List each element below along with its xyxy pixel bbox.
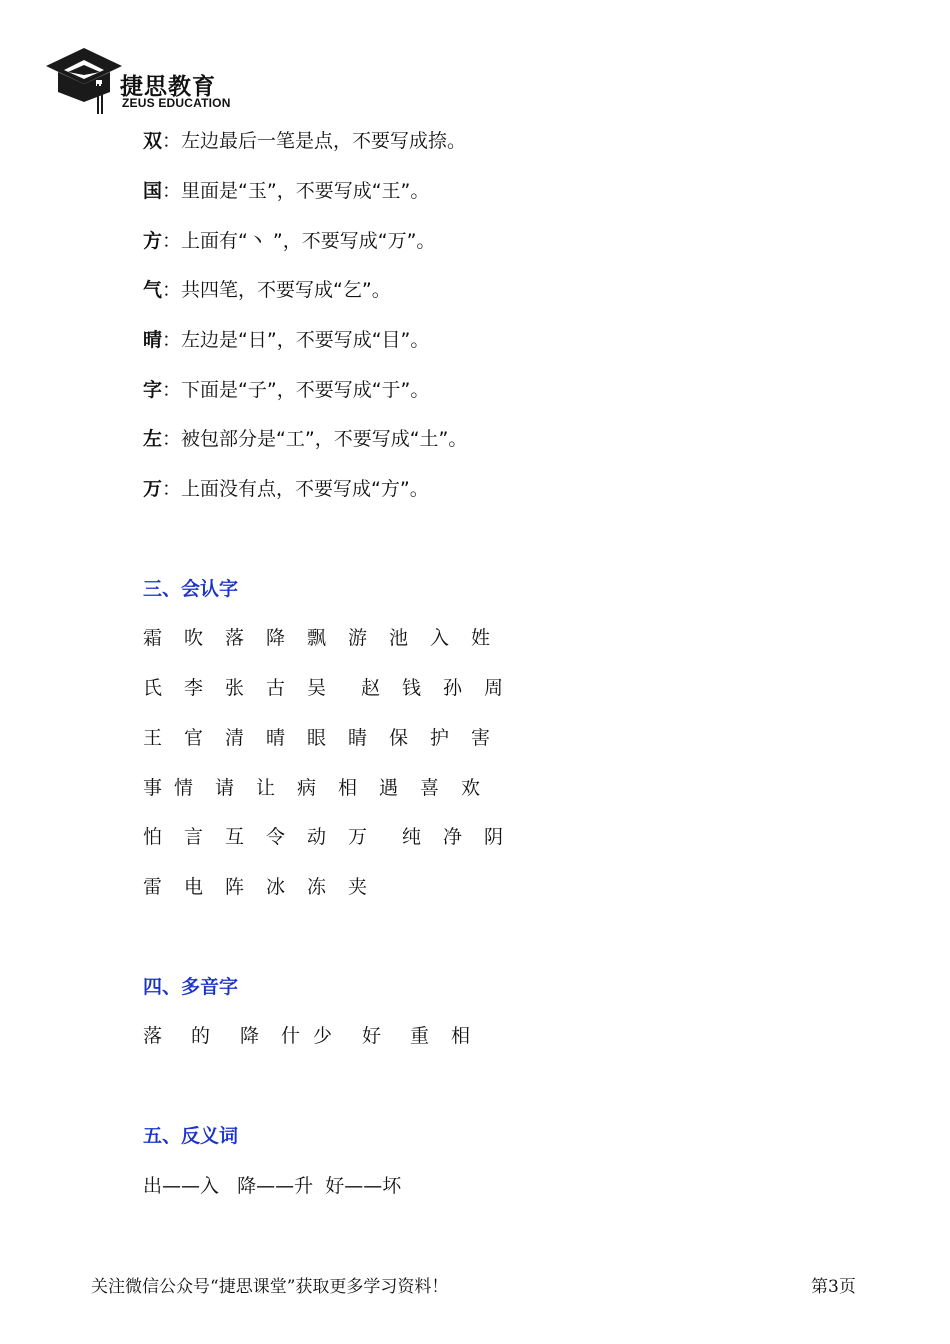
char: 少 [313, 1025, 333, 1047]
char: 冻 [307, 876, 327, 898]
char: 请 [215, 777, 235, 799]
char: 周 [484, 677, 504, 699]
correction-text: ：左边最后一笔是点，不要写成捺。 [162, 130, 467, 152]
char: 情 [174, 777, 194, 799]
char: 吴 [307, 677, 327, 699]
footer-promo: 关注微信公众号“捷思课堂”获取更多学习资料！ [91, 1277, 449, 1297]
correction-char: 国 [143, 180, 163, 202]
correction-char: 字 [143, 379, 163, 401]
char: 飘 [307, 627, 327, 649]
correction-char: 左 [143, 428, 163, 450]
char: 吹 [184, 627, 204, 649]
logo-chinese-name: 捷思教育 [120, 74, 216, 100]
correction-text: ：左边是“日”，不要写成“目”。 [162, 329, 430, 351]
graduation-cap-icon [44, 44, 124, 116]
correction-text: ：共四笔，不要写成“乞”。 [162, 279, 391, 301]
char: 电 [184, 876, 204, 898]
correction-char: 气 [143, 279, 163, 301]
char: 张 [225, 677, 245, 699]
correction-item [143, 427, 467, 451]
char: 万 [348, 826, 368, 848]
char: 喜 [420, 777, 440, 799]
char: 清 [225, 727, 245, 749]
char: 雷 [143, 876, 163, 898]
section-heading-recognize: 三、会认字 [143, 578, 239, 600]
char: 游 [348, 627, 368, 649]
char: 眼 [307, 727, 327, 749]
char: 落 [143, 1025, 163, 1047]
char: 互 [225, 826, 245, 848]
correction-text: ：上面没有点，不要写成“方”。 [162, 478, 429, 500]
char: 动 [307, 826, 327, 848]
char: 氏 [143, 677, 163, 699]
char: 怕 [143, 826, 163, 848]
brand-logo [44, 44, 244, 116]
correction-char: 方 [143, 230, 163, 252]
char: 重 [410, 1025, 430, 1047]
char: 入 [430, 627, 450, 649]
correction-char: 晴 [143, 329, 163, 351]
char: 言 [184, 826, 204, 848]
char: 睛 [348, 727, 368, 749]
antonym-line: 出——入 降——升 好——坏 [143, 1175, 402, 1197]
char: 降 [266, 627, 286, 649]
char: 遇 [379, 777, 399, 799]
correction-item [143, 477, 429, 501]
char: 阵 [225, 876, 245, 898]
section-heading-antonyms: 五、反义词 [143, 1125, 239, 1147]
char: 阴 [484, 826, 504, 848]
char: 欢 [461, 777, 481, 799]
logo-english-name: ZEUS EDUCATION [122, 96, 231, 110]
char: 净 [443, 826, 463, 848]
char: 令 [266, 826, 286, 848]
char: 好 [362, 1025, 382, 1047]
correction-text: ：里面是“玉”，不要写成“王”。 [162, 180, 430, 202]
correction-item [143, 378, 429, 402]
char: 什 [281, 1025, 301, 1047]
correction-char: 双 [143, 130, 163, 152]
char: 害 [471, 727, 491, 749]
char: 夹 [348, 876, 368, 898]
char: 病 [297, 777, 317, 799]
char: 降 [240, 1025, 260, 1047]
section-heading-polyphones: 四、多音字 [143, 976, 239, 998]
char: 姓 [471, 627, 491, 649]
char: 古 [266, 677, 286, 699]
correction-item [143, 278, 391, 302]
char: 护 [430, 727, 450, 749]
correction-text: ：下面是“子”，不要写成“于”。 [162, 379, 430, 401]
correction-item [143, 328, 429, 352]
char: 纯 [402, 826, 422, 848]
char: 事 [143, 777, 163, 799]
correction-item [143, 179, 429, 203]
correction-char: 万 [143, 478, 163, 500]
page-number: 第3页 [811, 1277, 856, 1297]
char: 钱 [402, 677, 422, 699]
char: 李 [184, 677, 204, 699]
char: 相 [338, 777, 358, 799]
char: 让 [256, 777, 276, 799]
char: 落 [225, 627, 245, 649]
char: 孙 [443, 677, 463, 699]
correction-item [143, 129, 466, 153]
correction-text: ：上面有“丶 ”，不要写成“万”。 [162, 230, 436, 252]
char: 霜 [143, 627, 163, 649]
correction-item [143, 229, 435, 253]
char: 官 [184, 727, 204, 749]
char: 池 [389, 627, 409, 649]
char: 保 [389, 727, 409, 749]
char: 相 [451, 1025, 471, 1047]
char: 晴 [266, 727, 286, 749]
correction-text: ：被包部分是“工”，不要写成“土”。 [162, 428, 468, 450]
char: 的 [191, 1025, 211, 1047]
char: 赵 [361, 677, 381, 699]
char: 王 [143, 727, 163, 749]
char: 冰 [266, 876, 286, 898]
